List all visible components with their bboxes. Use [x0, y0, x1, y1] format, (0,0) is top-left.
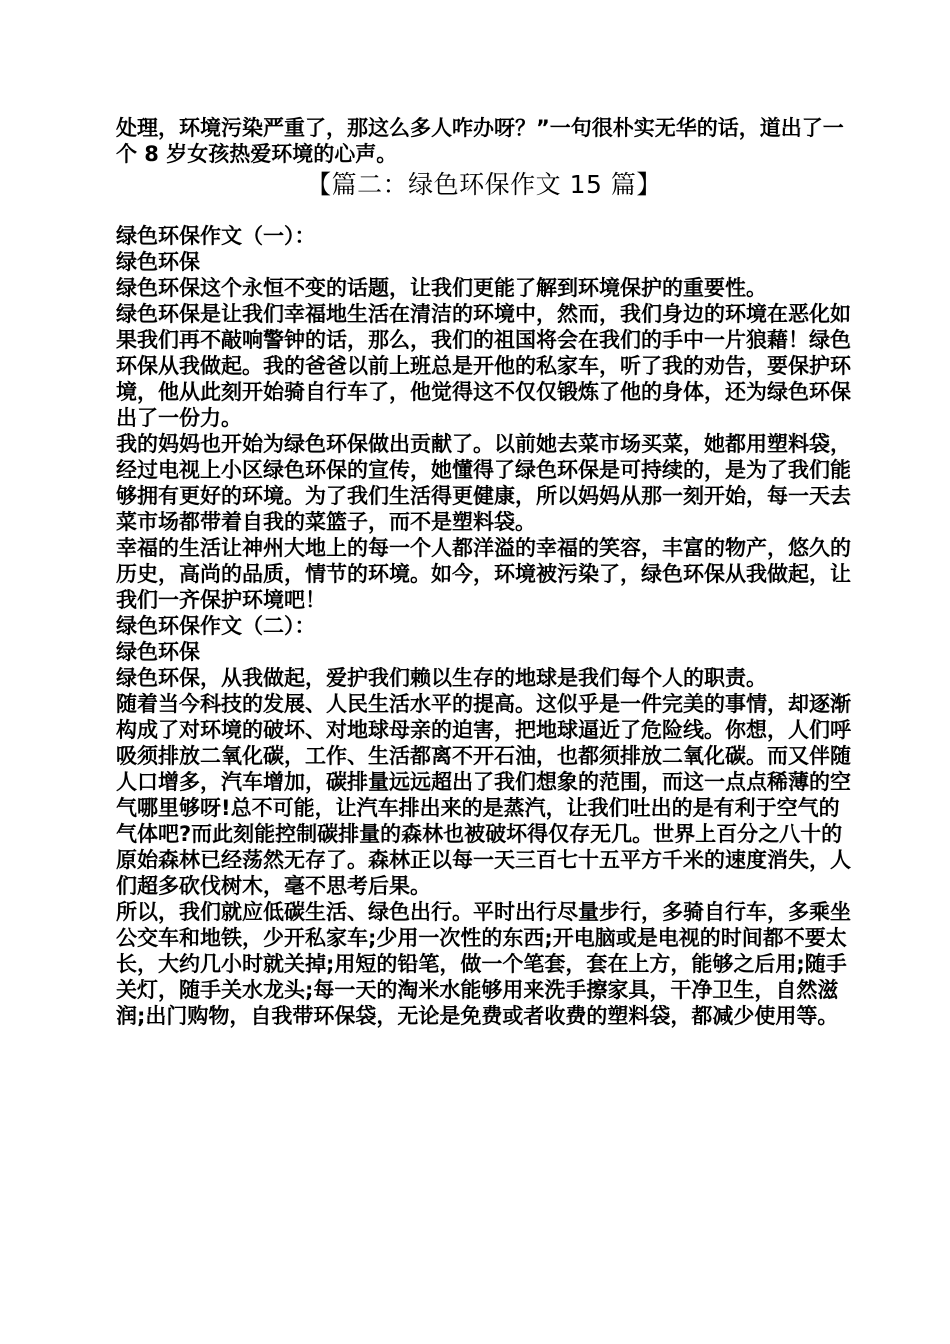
- essay2-paragraph: 所以，我们就应低碳生活、绿色出行。平时出行尽量步行，多骑自行车，多乘坐公交车和地铁，少开私家车;少用一次性的东西;开电脑或是电视的时间都不要太长，大约几小时就关掉;用短的铅笔，做一个笔套，套在上方，能够之后用;随手关灯，随手关水龙头;每一天的淘米水能够用来洗手擦家具，干净卫生，自然滋润;出门购物，自我带环保袋，无论是免费或者收费的塑料袋，都减少使用等。: [116, 900, 851, 1028]
- essay2-subtitle: 绿色环保: [116, 640, 200, 664]
- essay1-paragraph: 幸福的生活让神州大地上的每一个人都洋溢的幸福的笑容，丰富的物产，悠久的历史，高尚的品质，情节的环境。如今，环境被污染了，绿色环保从我做起，让我们一齐保护环境吧！: [116, 536, 851, 612]
- document-body: [116, 115, 852, 1029]
- essay2-heading: 绿色环保作文（二）：: [116, 614, 316, 638]
- essay1-paragraph: 绿色环保这个永恒不变的话题，让我们更能了解到环境保护的重要性。: [116, 276, 767, 300]
- essay2-paragraph: 随着当今科技的发展、人民生活水平的提高。这似乎是一件完美的事情，却逐渐构成了对环境的破坏、对地球母亲的迫害，把地球逼近了危险线。你想，人们呼吸须排放二氧化碳，工作、生活都离不开石油，也都须排放二氧化碳。而又伴随人口增多，汽车增加，碳排量远远超出了我们想象的范围，而这一点点稀薄的空气哪里够呀!总不可能，让汽车排出来的是蒸汽，让我们吐出的是有利于空气的气体吧?而此刻能控制碳排量的森林也被破坏得仅存无几。世界上百分之八十的原始森林已经荡然无存了。森林正以每一天三百七十五平方千米的速度消失，人们超多砍伐树木，毫不思考后果。: [116, 692, 851, 898]
- section-title: 【篇二：绿色环保作文 15 篇】: [306, 170, 662, 199]
- essay1-subtitle: 绿色环保: [116, 250, 200, 274]
- essay2-paragraph: 绿色环保，从我做起，爱护我们赖以生存的地球是我们每个人的职责。: [116, 666, 767, 690]
- essay1-paragraph: 绿色环保是让我们幸福地生活在清洁的环境中，然而，我们身边的环境在恶化如果我们再不敲响警钟的话，那么，我们的祖国将会在我们的手中一片狼藉！绿色环保从我做起。我的爸爸以前上班总是开他的私家车，听了我的劝告，要保护环境，他从此刻开始骑自行车了，他觉得这不仅仅锻炼了他的身体，还为绿色环保出了一份力。: [116, 302, 851, 430]
- intro-paragraph: 处理，环境污染严重了，那这么多人咋办呀？”一句很朴实无华的话，道出了一个 8 岁女孩热爱环境的心声。: [116, 116, 844, 166]
- essay1-paragraph: 我的妈妈也开始为绿色环保做出贡献了。以前她去菜市场买菜，她都用塑料袋，经过电视上小区绿色环保的宣传，她懂得了绿色环保是可持续的，是为了我们能够拥有更好的环境。为了我们生活得更健康，所以妈妈从那一刻开始，每一天去菜市场都带着自我的菜篮子，而不是塑料袋。: [116, 432, 851, 534]
- essay1-heading: 绿色环保作文（一）：: [116, 224, 316, 248]
